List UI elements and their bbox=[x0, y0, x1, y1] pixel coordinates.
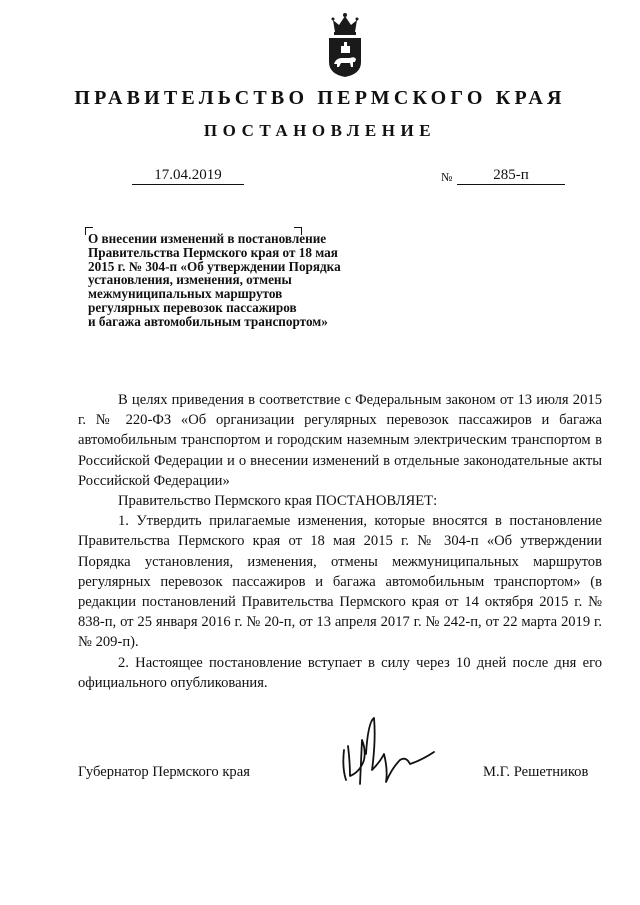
signatory-name: М.Г. Решетников bbox=[483, 764, 589, 780]
organization-title: ПРАВИТЕЛЬСТВО ПЕРМСКОГО КРАЯ bbox=[74, 87, 566, 109]
coat-of-arms-icon bbox=[326, 12, 364, 78]
subject-line: и багажа автомобильным транспортом» bbox=[88, 313, 328, 329]
document-number: 285-п bbox=[457, 166, 565, 185]
item-1-paragraph: 1. Утвердить прилагаемые изменения, которые вносятся в постановление Правительства Пермского края от 18 мая 2015 г. № 304-п «Об утверждении Порядка установления, изменения, отмены межмуниципальных маршрутов регулярных перевозок пассажиров и багажа автомобильным транспортом» (в редакции постановлений Правительства Пермского края от 14 октября 2015 г. № 838-п, от 25 января 2016 г. № 20-п, от 13 апреля 2017 г. № 242-п, от 22 марта 2019 г. № 209-п). bbox=[78, 513, 602, 651]
handwritten-signature-icon bbox=[336, 710, 446, 790]
subject-line: 2015 г. № 304-п «Об утверждении Порядка bbox=[88, 258, 341, 274]
subject-line: Правительства Пермского края от 18 мая bbox=[88, 244, 338, 260]
subject-line: регулярных перевозок пассажиров bbox=[88, 299, 297, 315]
subject-line: О внесении изменений в постановление bbox=[88, 231, 327, 246]
document-type: ПОСТАНОВЛЕНИЕ bbox=[203, 121, 437, 140]
document-body bbox=[78, 390, 602, 693]
subject-line: межмуниципальных маршрутов bbox=[88, 286, 283, 302]
resolution-clause: Правительство Пермского края ПОСТАНОВЛЯЕТ: bbox=[118, 493, 438, 510]
number-sign: № bbox=[441, 170, 453, 184]
signatory-role: Губернатор Пермского края bbox=[78, 764, 250, 780]
subject-line: установления, изменения, отмены bbox=[88, 272, 292, 288]
document-date: 17.04.2019 bbox=[132, 166, 244, 185]
preamble-paragraph: В целях приведения в соответствие с Федеральным законом от 13 июля 2015 г. № 220-ФЗ «Об организации регулярных перевозок пассажиров и багажа автомобильным транспортом и городским наземным электрическим транспортом в Российской Федерации и о внесении изменений в отдельные законодательные акты Российской Федерации» bbox=[78, 392, 602, 489]
item-2-paragraph: 2. Настоящее постановление вступает в силу через 10 дней после дня его официального опубликования. bbox=[78, 654, 602, 691]
document-subject bbox=[88, 232, 388, 329]
